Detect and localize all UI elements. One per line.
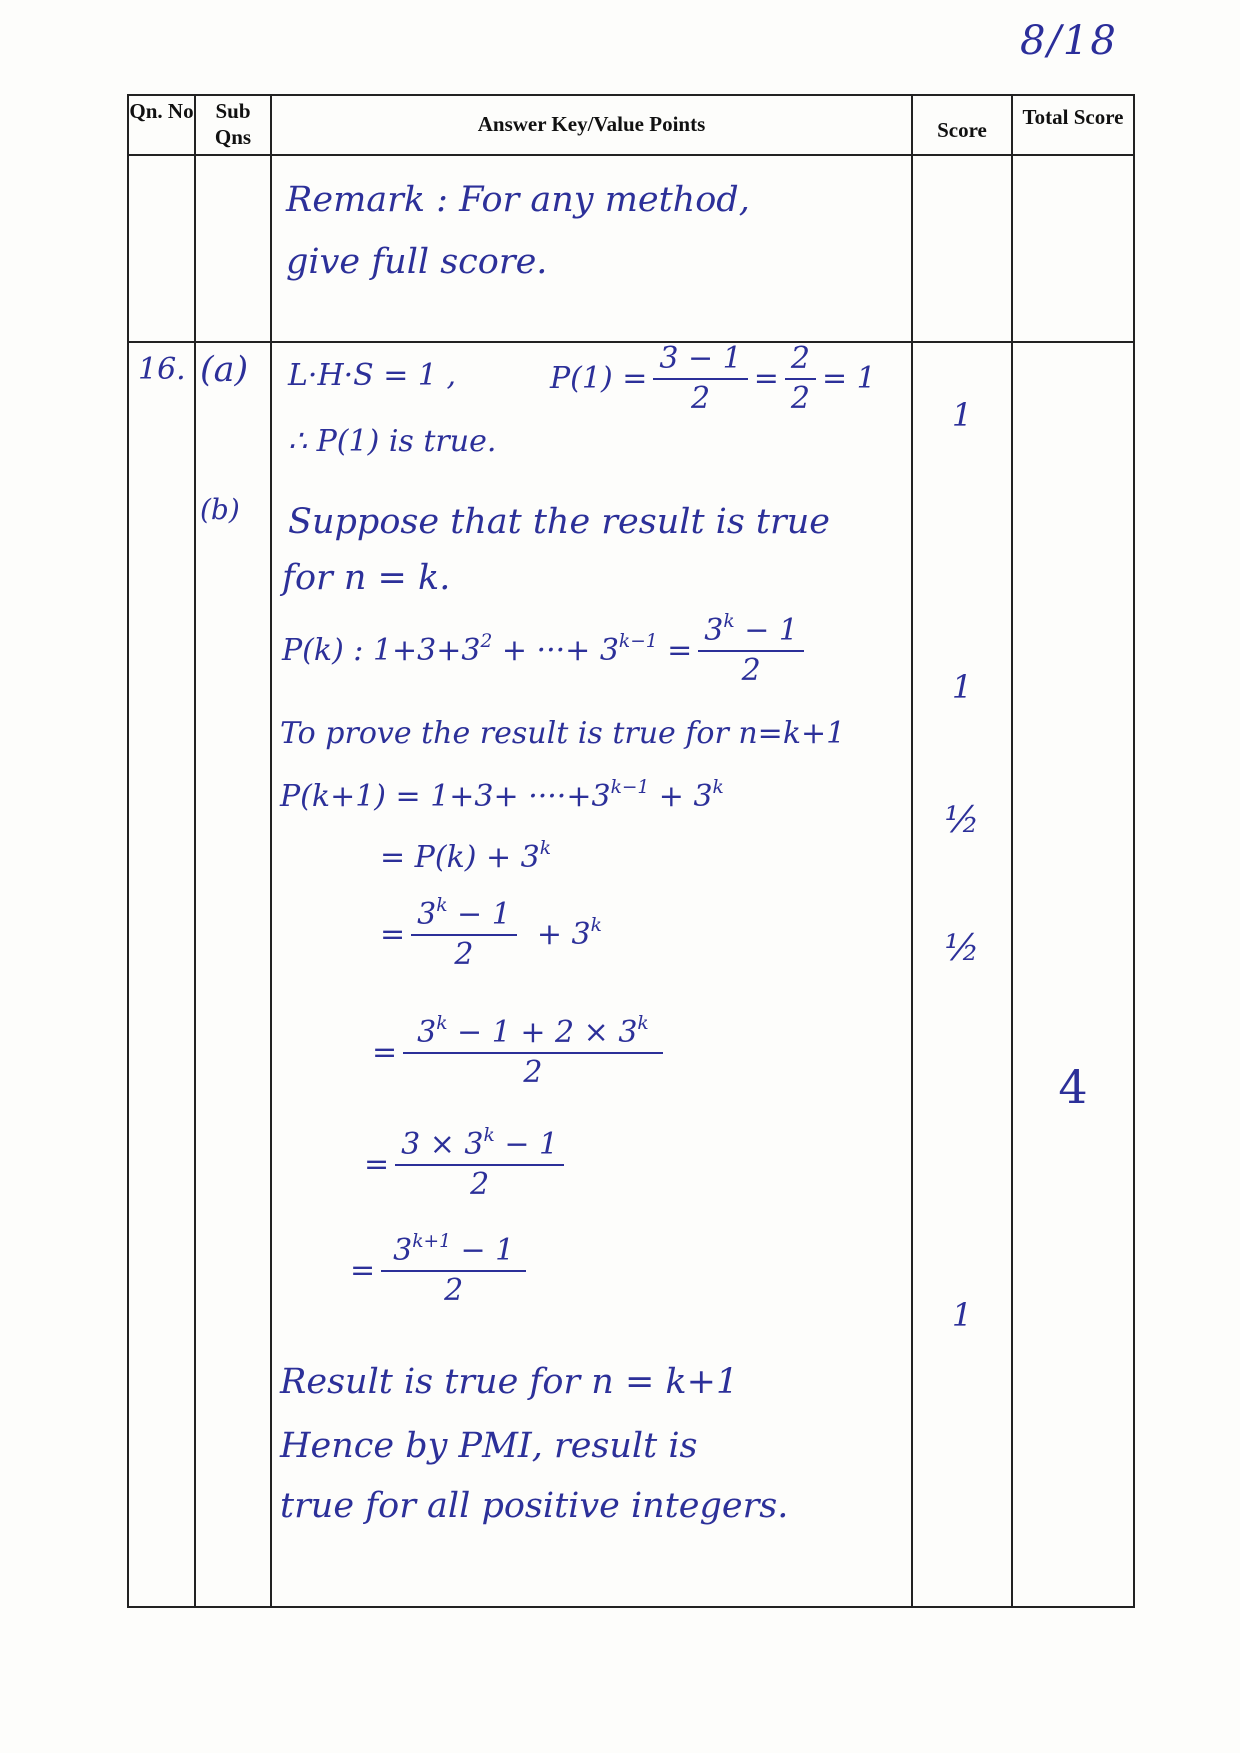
header-score: Score — [937, 118, 987, 142]
header-total-score: Total Score — [1022, 105, 1124, 129]
part-b-line-2: for n = k. — [282, 558, 451, 598]
pk-frac-denominator: 2 — [741, 653, 761, 688]
question-number: 16. — [138, 352, 186, 387]
step-1: = $P(k) + 3^k$ — [380, 837, 552, 875]
step-3-equals: = — [372, 1035, 398, 1070]
step-4-numerator: $3 \times 3^k - 1$ — [395, 1126, 564, 1166]
step-5 — [350, 1232, 532, 1310]
part-a-conclusion: ∴ P(1) is true. — [288, 424, 497, 459]
step-2-equals: = — [380, 917, 406, 952]
score-pk1: ½ — [944, 800, 980, 841]
step-5-equals: = — [350, 1253, 376, 1288]
header-answer: Answer Key/Value Points — [477, 112, 706, 136]
result-line: Result is true for n = k+1 — [280, 1362, 739, 1402]
part-a-label: (a) — [200, 350, 249, 390]
pk1-line: $P(k+1) = 1+3+ \cdot\cdot\cdot\cdot+3^{k-1} + 3^k$ — [280, 776, 724, 814]
pk-equation — [282, 612, 810, 690]
step-5-numerator: $3^{k+1} - 1$ — [381, 1232, 526, 1272]
pk-frac-numerator: $3^k - 1$ — [698, 612, 804, 652]
step-4-equals: = — [364, 1147, 390, 1182]
p1-frac1-denominator: 2 — [691, 381, 711, 416]
score-step-2: ½ — [944, 928, 980, 969]
total-score-value: 4 — [1058, 1060, 1088, 1114]
step-4 — [364, 1126, 570, 1204]
p1-label: P(1) = — [550, 361, 648, 396]
equals-sign: = — [753, 361, 779, 396]
step-3-fraction — [403, 1014, 663, 1092]
step-5-denominator: 2 — [444, 1273, 464, 1308]
part-b-line-1: Suppose that the result is true — [288, 502, 830, 542]
part-b-label: (b) — [200, 493, 240, 526]
p1-frac2-numerator: 2 — [785, 340, 816, 380]
step-3-numerator: $3^k - 1 + 2 \times 3^k$ — [403, 1014, 663, 1054]
part-a-lhs: L·H·S = 1 , — [288, 358, 457, 393]
hence-line-1: Hence by PMI, result is — [280, 1426, 698, 1466]
part-a-p1-equation — [550, 340, 876, 418]
header-sub-qns: Sub Qns — [214, 99, 252, 149]
hence-line-2: true for all positive integers. — [280, 1486, 789, 1526]
score-part-a: 1 — [951, 396, 973, 434]
pk-fraction — [698, 612, 804, 690]
step-3 — [372, 1014, 669, 1092]
p1-fraction-1 — [653, 340, 747, 418]
step-2-denominator: 2 — [454, 937, 474, 972]
step-2-numerator: $3^k - 1$ — [411, 896, 517, 936]
step-2-tail: + $3^k$ — [536, 914, 602, 952]
remark-line-2: give full score. — [286, 242, 548, 282]
step-4-denominator: 2 — [470, 1167, 490, 1202]
step-4-fraction — [395, 1126, 564, 1204]
step-2 — [380, 896, 602, 974]
p1-fraction-2 — [785, 340, 816, 418]
remark-line-1: Remark : For any method, — [286, 180, 750, 220]
score-pk: 1 — [951, 668, 973, 706]
p1-result: = 1 — [821, 361, 876, 396]
step-2-fraction — [411, 896, 517, 974]
to-prove-line: To prove the result is true for n=k+1 — [280, 716, 846, 751]
p1-frac2-denominator: 2 — [790, 381, 810, 416]
step-5-fraction — [381, 1232, 526, 1310]
header-qn-no: Qn. No — [129, 99, 194, 123]
p1-frac1-numerator: 3 − 1 — [653, 340, 747, 380]
page-number: 8/18 — [1020, 18, 1118, 64]
score-step-5: 1 — [951, 1296, 973, 1334]
pk-lhs: P(k) : $1+3+3^2$ + ···+ $3^{k-1}$ = — [282, 630, 693, 668]
step-3-denominator: 2 — [523, 1055, 543, 1090]
